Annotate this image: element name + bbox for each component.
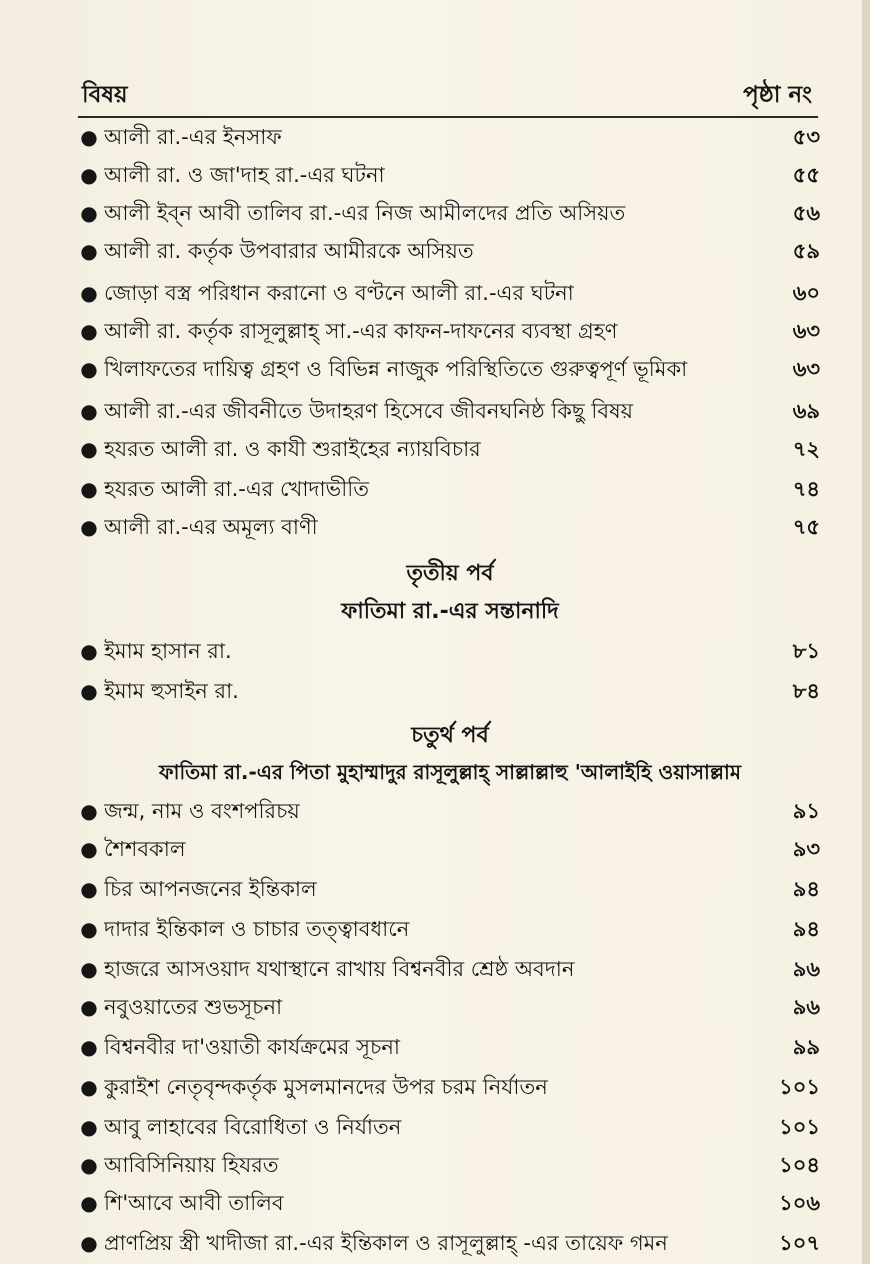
- entry-page-number: ১০৬: [779, 1191, 820, 1215]
- toc-entry: [80, 952, 820, 986]
- entry-page-number: ৬৩: [792, 319, 820, 343]
- entry-page-number: ৯৪: [792, 877, 820, 901]
- entry-title: শি'আবে আবী তালিব: [104, 1191, 284, 1215]
- toc-entry: [80, 1148, 820, 1182]
- subject-column-label: বিষয়: [82, 82, 128, 108]
- entry-page-number: ৬৯: [792, 399, 820, 423]
- entry-page-number: ৯৪: [792, 917, 820, 941]
- toc-entry: [80, 234, 820, 268]
- page-column-label: পৃষ্ঠা নং: [743, 82, 812, 108]
- bullet-icon: ●: [80, 477, 98, 501]
- entry-title: ইমাম হাসান রা.: [104, 639, 232, 663]
- entry-page-number: ৫৬: [792, 201, 820, 225]
- entry-title: দাদার ইন্তিকাল ও চাচার তত্ত্বাবধানে: [104, 917, 410, 941]
- toc-entry: [80, 276, 820, 310]
- bullet-icon: ●: [80, 1153, 98, 1177]
- toc-entry: [80, 634, 820, 668]
- entry-page-number: ৯১: [792, 799, 820, 823]
- bullet-icon: ●: [80, 799, 98, 823]
- toc-entry: [80, 472, 820, 506]
- toc-entry: [80, 158, 820, 192]
- toc-header: [82, 76, 812, 112]
- entry-page-number: ৫৩: [792, 125, 820, 149]
- entry-title: আলী রা. ও জা'দাহ রা.-এর ঘটনা: [104, 163, 385, 187]
- bullet-icon: ●: [80, 357, 98, 381]
- entry-page-number: ৮১: [792, 639, 820, 663]
- bullet-icon: ●: [80, 917, 98, 941]
- toc-entry: [80, 1226, 820, 1260]
- entry-page-number: ৫৯: [792, 239, 820, 263]
- toc-entry: [80, 120, 820, 154]
- entry-page-number: ১০১: [779, 1075, 820, 1099]
- toc-entry: [80, 1186, 820, 1220]
- part-subheading: ফাতিমা রা.-এর পিতা মুহাম্মাদুর রাসূলুল্লাহ্ সাল্লাল্লাহু 'আলাইহি ওয়াসাল্লাম: [159, 760, 741, 784]
- entry-title: শৈশবকাল: [104, 837, 186, 861]
- entry-title: আলী রা.-এর অমূল্য বাণী: [104, 515, 318, 539]
- entry-title: আবিসিনিয়ায় হিযরত: [104, 1153, 279, 1177]
- entry-page-number: ১০১: [779, 1115, 820, 1139]
- part-heading: তৃতীয় পর্ব: [406, 561, 494, 586]
- entry-title: কুরাইশ নেতৃবৃন্দকর্তৃক মুসলমানদের উপর চরম নির্যাতন: [104, 1075, 548, 1099]
- bullet-icon: ●: [80, 239, 98, 263]
- bullet-icon: ●: [80, 1035, 98, 1059]
- entry-title: নবুওয়াতের শুভসূচনা: [104, 995, 283, 1019]
- bullet-icon: ●: [80, 281, 98, 305]
- entry-page-number: ৭৪: [792, 477, 820, 501]
- entry-title: বিশ্বনবীর দা'ওয়াতী কার্যক্রমের সূচনা: [104, 1035, 400, 1059]
- entry-title: ইমাম হুসাইন রা.: [104, 679, 239, 703]
- entry-title: আলী রা. কর্তৃক রাসূলুল্লাহ্ সা.-এর কাফন-দাফনের ব্যবস্থা গ্রহণ: [104, 319, 618, 343]
- toc-entry: [80, 1070, 820, 1104]
- toc-entry: [80, 912, 820, 946]
- entry-title: হাজরে আসওয়াদ যথাস্থানে রাখায় বিশ্বনবীর শ্রেষ্ঠ অবদান: [104, 957, 575, 981]
- bullet-icon: ●: [80, 201, 98, 225]
- bullet-icon: ●: [80, 1075, 98, 1099]
- entry-page-number: ৮৪: [792, 679, 820, 703]
- bullet-icon: ●: [80, 679, 98, 703]
- toc-entry: [80, 510, 820, 544]
- toc-entry: [80, 352, 820, 386]
- entry-page-number: ৯৯: [792, 1035, 820, 1059]
- part-heading: চতুর্থ পর্ব: [411, 723, 489, 748]
- bullet-icon: ●: [80, 1231, 98, 1255]
- entry-title: প্রাণপ্রিয় স্ত্রী খাদীজা রা.-এর ইন্তিকাল ও রাসূলুল্লাহ্ -এর তায়েফ গমন: [104, 1231, 668, 1255]
- entry-title: চির আপনজনের ইন্তিকাল: [104, 877, 317, 901]
- bullet-icon: ●: [80, 639, 98, 663]
- bullet-icon: ●: [80, 125, 98, 149]
- bullet-icon: ●: [80, 995, 98, 1019]
- toc-entry: [80, 394, 820, 428]
- entry-title: জন্ম, নাম ও বংশপরিচয়: [104, 799, 300, 823]
- entry-title: খিলাফতের দায়িত্ব গ্রহণ ও বিভিন্ন নাজুক পরিস্থিতিতে গুরুত্বপূর্ণ ভূমিকা: [104, 357, 688, 381]
- header-divider: [78, 116, 818, 118]
- entry-page-number: ৬৩: [792, 357, 820, 381]
- toc-entry: [80, 794, 820, 828]
- entry-page-number: ৫৫: [792, 163, 820, 187]
- toc-entry: [80, 832, 820, 866]
- bullet-icon: ●: [80, 1115, 98, 1139]
- entry-page-number: ৭২: [792, 437, 820, 461]
- entry-title: আলী ইব্ন আবী তালিব রা.-এর নিজ আমীলদের প্রতি অসিয়ত: [104, 201, 626, 225]
- bullet-icon: ●: [80, 163, 98, 187]
- toc-entry: [80, 674, 820, 708]
- toc-entry: [80, 990, 820, 1024]
- toc-entry: [80, 432, 820, 466]
- entry-page-number: ৯৩: [792, 837, 820, 861]
- entry-page-number: ১০৭: [779, 1231, 820, 1255]
- bullet-icon: ●: [80, 877, 98, 901]
- entry-title: আলী রা.-এর জীবনীতে উদাহরণ হিসেবে জীবনঘনিষ্ঠ কিছু বিষয়: [104, 399, 634, 423]
- part-subheading: ফাতিমা রা.-এর সন্তানাদি: [341, 599, 559, 624]
- entry-page-number: ৯৬: [792, 995, 820, 1019]
- toc-entry: [80, 872, 820, 906]
- toc-entry: [80, 196, 820, 230]
- toc-entry: [80, 1110, 820, 1144]
- entry-page-number: ৭৫: [792, 515, 820, 539]
- bullet-icon: ●: [80, 399, 98, 423]
- toc-entry: [80, 314, 820, 348]
- entry-title: হযরত আলী রা. ও কাযী শুরাইহের ন্যায়বিচার: [104, 437, 481, 461]
- entry-title: আলী রা. কর্তৃক উপবারার আমীরকে অসিয়ত: [104, 239, 474, 263]
- entry-page-number: ৯৬: [792, 957, 820, 981]
- entry-page-number: ১০৪: [779, 1153, 820, 1177]
- page-edge: [862, 0, 870, 1264]
- bullet-icon: ●: [80, 319, 98, 343]
- bullet-icon: ●: [80, 1191, 98, 1215]
- toc-entry: [80, 1030, 820, 1064]
- bullet-icon: ●: [80, 837, 98, 861]
- bullet-icon: ●: [80, 437, 98, 461]
- bullet-icon: ●: [80, 957, 98, 981]
- entry-page-number: ৬০: [792, 281, 820, 305]
- entry-title: জোড়া বস্ত্র পরিধান করানো ও বণ্টনে আলী রা.-এর ঘটনা: [104, 281, 574, 305]
- entry-title: হযরত আলী রা.-এর খোদাভীতি: [104, 477, 369, 501]
- entry-title: আলী রা.-এর ইনসাফ: [104, 125, 282, 149]
- bullet-icon: ●: [80, 515, 98, 539]
- entry-title: আবু লাহাবের বিরোধিতা ও নির্যাতন: [104, 1115, 402, 1139]
